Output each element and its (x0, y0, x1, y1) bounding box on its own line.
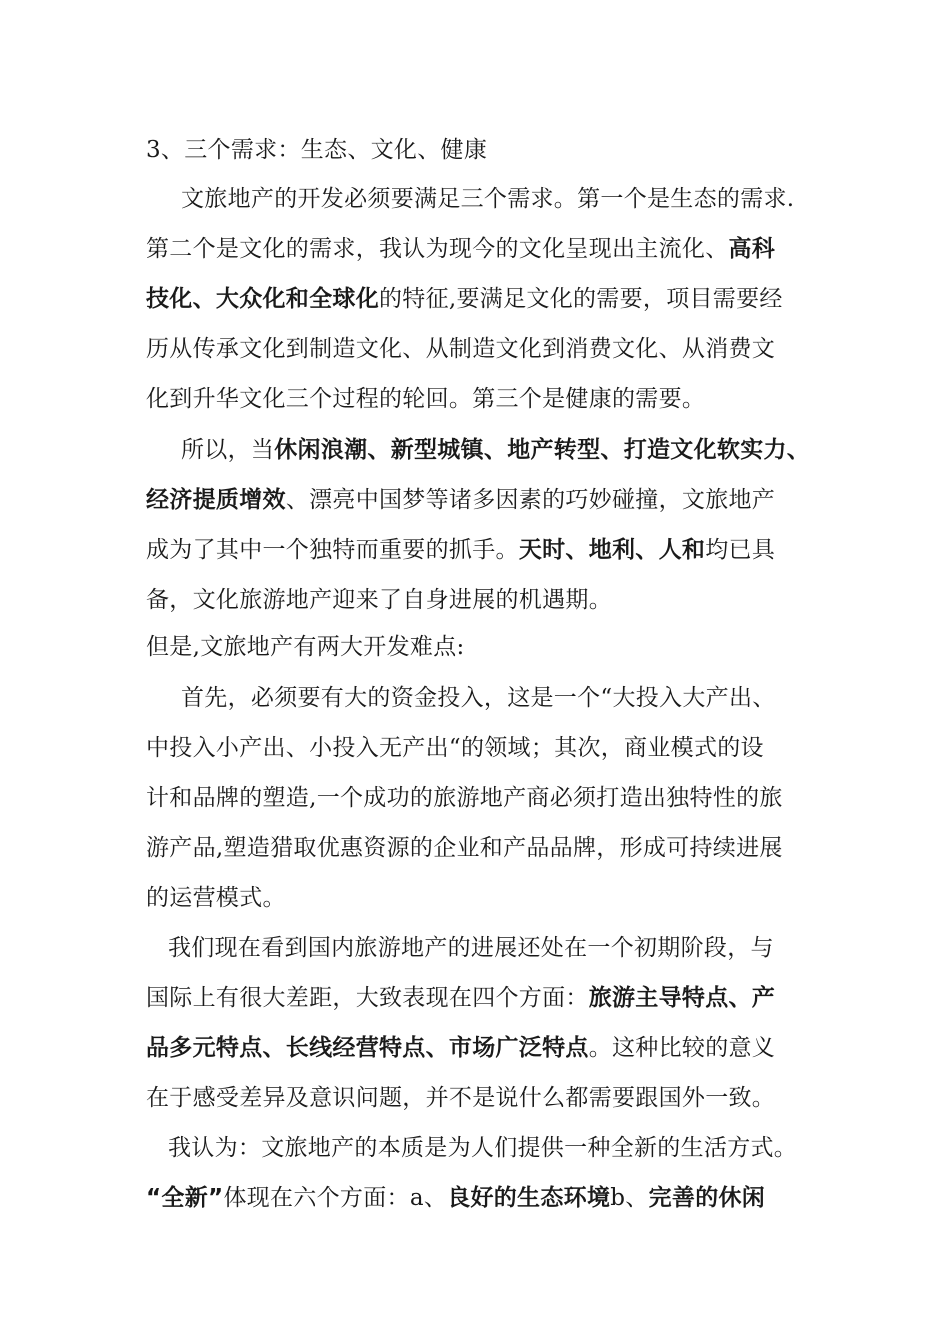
paragraph-4-line-1: 首先，必须要有大的资金投入，这是一个“大投入大产出、 (181, 685, 776, 711)
paragraph-1-line-1: 文旅地产的开发必须要满足三个需求。第一个是生态的需求. (181, 186, 795, 212)
paragraph-1-line-5: 化到升华文化三个过程的轮回。第三个是健康的需要。 (146, 386, 706, 412)
bold-text: 完善的休闲 (648, 1185, 766, 1211)
paragraph-5-line-2: 国际上有很大差距，大致表现在四个方面：旅游主导特点、产 (146, 985, 776, 1011)
paragraph-3-line-1: 但是,文旅地产有两大开发难点: (146, 634, 465, 660)
paragraph-2-line-4: 备，文化旅游地产迎来了自身进展的机遇期。 (146, 587, 612, 613)
paragraph-2-line-1: 所以，当休闲浪潮、新型城镇、地产转型、打造文化软实力、 (181, 437, 811, 463)
bold-text: 经济提质增效 (146, 487, 286, 513)
paragraph-6-line-2: “全新”体现在六个方面：a、良好的生态环境b、完善的休闲 (146, 1185, 766, 1211)
bold-text: 良好的生态环境 (447, 1185, 611, 1211)
bold-text: 品多元特点、长线经营特点、市场广泛特点 (146, 1035, 589, 1061)
bold-text: “全新” (146, 1185, 224, 1211)
paragraph-4-line-3: 计和品牌的塑造,一个成功的旅游地产商必须打造出独特性的旅 (146, 785, 783, 811)
bold-text: 技化、大众化和全球化 (146, 286, 379, 312)
paragraph-1-line-3: 技化、大众化和全球化的特征,要满足文化的需要，项目需要经 (146, 286, 783, 312)
paragraph-5-line-4: 在于感受差异及意识问题，并不是说什么都需要跟国外一致。 (146, 1085, 776, 1111)
paragraph-1-line-4: 历从传承文化到制造文化、从制造文化到消费文化、从消费文 (146, 336, 776, 362)
paragraph-4-line-5: 的运营模式。 (146, 885, 286, 911)
paragraph-2-line-2: 经济提质增效、漂亮中国梦等诸多因素的巧妙碰撞，文旅地产 (146, 487, 776, 513)
bold-text: 旅游主导特点、产 (588, 985, 776, 1011)
bold-text: 天时、地利、人和 (518, 537, 706, 563)
bold-text: 休闲浪潮、新型城镇、地产转型、打造文化软实力、 (274, 437, 811, 463)
paragraph-5-line-3: 品多元特点、长线经营特点、市场广泛特点。这种比较的意义 (146, 1035, 776, 1061)
paragraph-5-line-1: 我们现在看到国内旅游地产的进展还处在一个初期阶段，与 (168, 935, 774, 961)
paragraph-4-line-2: 中投入小产出、小投入无产出“的领域；其次，商业模式的设 (146, 735, 764, 761)
paragraph-4-line-4: 游产品,塑造猎取优惠资源的企业和产品品牌，形成可持续进展 (146, 835, 783, 861)
paragraph-2-line-3: 成为了其中一个独特而重要的抓手。天时、地利、人和均已具 (146, 537, 776, 563)
paragraph-1-line-2: 第二个是文化的需求，我认为现今的文化呈现出主流化、高科 (146, 236, 776, 262)
bold-text: 高科 (728, 236, 776, 262)
section-heading: 3、三个需求：生态、文化、健康 (146, 137, 488, 163)
paragraph-6-line-1: 我认为：文旅地产的本质是为人们提供一种全新的生活方式。 (168, 1135, 798, 1161)
